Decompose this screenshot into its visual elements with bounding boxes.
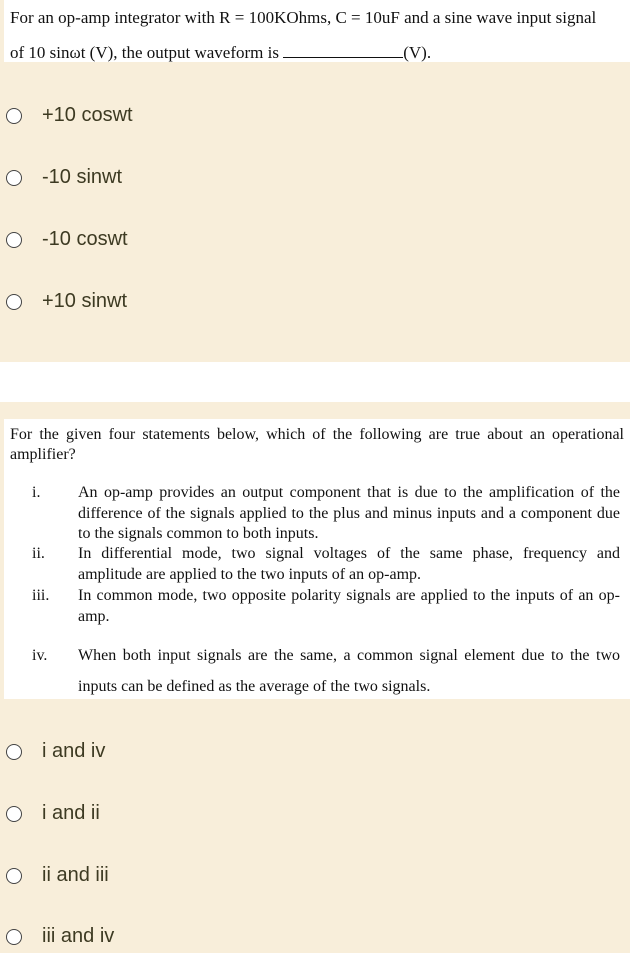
q2-option-3[interactable] xyxy=(6,864,109,887)
q1-option-3[interactable] xyxy=(6,228,128,251)
question-2-prompt xyxy=(4,419,630,699)
radio-icon[interactable] xyxy=(6,294,22,310)
statement-text: When both input signals are the same, a common signal element due to the two inputs can be defined as the average of the two signals. xyxy=(78,647,620,695)
question-1-line-2-text: of 10 sinωt (V), the output waveform is xyxy=(10,43,279,62)
statement-text: In differential mode, two signal voltages of the same phase, frequency and amplitude are applied to the two inputs of an op-amp. xyxy=(78,545,620,583)
question-2-text: For the given four statements below, which of the following are true about an operational amplifier? xyxy=(10,426,624,463)
option-label: +10 coswt xyxy=(42,104,133,126)
question-1-card xyxy=(0,0,630,362)
statement-text: In common mode, two opposite polarity signals are applied to the inputs of an op-amp. xyxy=(78,587,620,625)
radio-icon[interactable] xyxy=(6,744,22,760)
question-1-line-2 xyxy=(10,35,624,70)
option-label: iii and iv xyxy=(42,925,115,947)
statement-number: i. xyxy=(32,484,41,501)
radio-icon[interactable] xyxy=(6,170,22,186)
option-label: ii and iii xyxy=(42,864,109,886)
radio-icon[interactable] xyxy=(6,806,22,822)
statement-number: iii. xyxy=(32,587,50,604)
answer-blank xyxy=(283,43,403,58)
statement-number: iv. xyxy=(32,647,48,664)
radio-icon[interactable] xyxy=(6,232,22,248)
q2-option-2[interactable] xyxy=(6,802,100,825)
statement-text: An op-amp provides an output component that is due to the amplification of the difference of the signals applied to the plus and minus inputs and a component due to the signals common to both inputs. xyxy=(78,484,620,542)
statement-number: ii. xyxy=(32,545,45,562)
option-label: i and ii xyxy=(42,802,100,824)
q1-option-4[interactable] xyxy=(6,290,127,313)
q1-option-2[interactable] xyxy=(6,166,122,189)
option-label: +10 sinwt xyxy=(42,290,128,312)
question-2-card xyxy=(0,402,630,953)
q2-option-4[interactable] xyxy=(6,925,114,948)
question-1-prompt xyxy=(4,0,630,62)
option-label: -10 sinwt xyxy=(42,166,123,188)
q2-option-1[interactable] xyxy=(6,740,105,763)
question-1-unit: (V). xyxy=(403,43,432,62)
option-label: -10 coswt xyxy=(42,228,128,250)
q1-option-1[interactable] xyxy=(6,104,133,127)
radio-icon[interactable] xyxy=(6,929,22,945)
radio-icon[interactable] xyxy=(6,868,22,884)
question-1-line-1: For an op-amp integrator with R = 100KOhms, C = 10uF and a sine wave input signal xyxy=(10,8,597,27)
option-label: i and iv xyxy=(42,740,106,762)
radio-icon[interactable] xyxy=(6,108,22,124)
